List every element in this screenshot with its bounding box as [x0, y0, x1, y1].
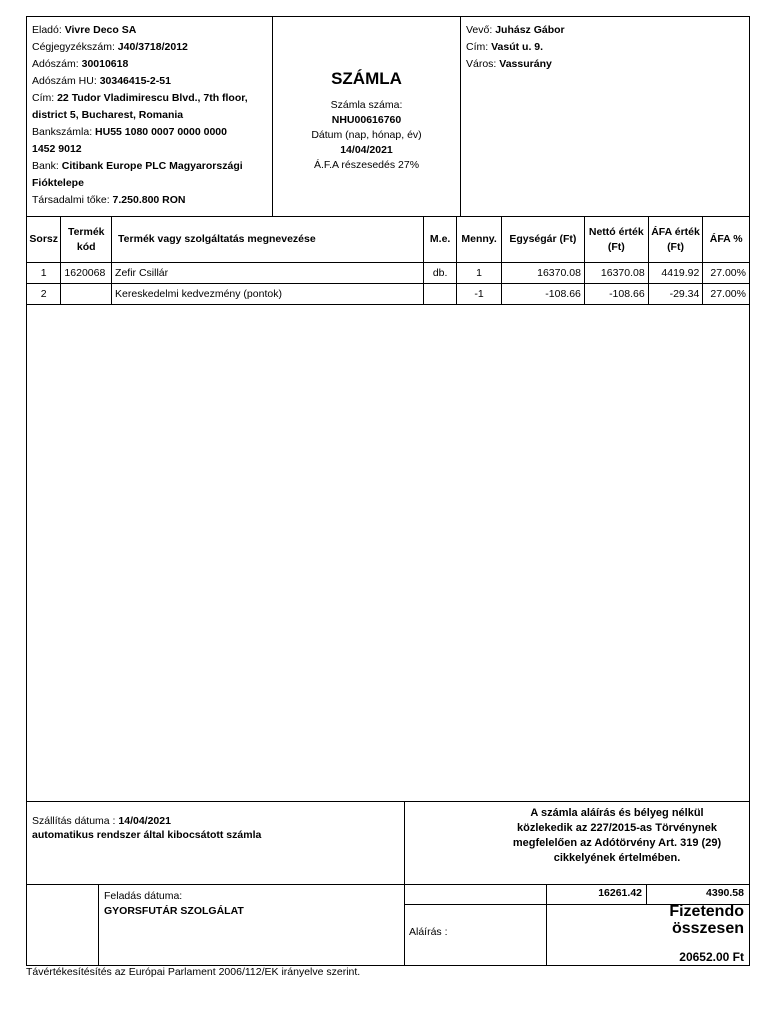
courier-name: GYORSFUTÁR SZOLGÁLAT [104, 905, 244, 917]
invoice-date: 14/04/2021 [340, 144, 393, 156]
col-header-unit-price: Egységár (Ft) [501, 217, 584, 263]
seller-tax: 30010618 [81, 58, 129, 70]
row-code [61, 284, 112, 305]
footer-courier-divider [98, 884, 99, 966]
row-quantity: 1 [457, 263, 502, 284]
invoice-date-label: Dátum (nap, hónap, év) [311, 129, 422, 141]
signature-divider [546, 904, 547, 966]
ship-date: 14/04/2021 [118, 815, 171, 827]
row-unit-price: 16370.08 [501, 263, 584, 284]
row-sorsz: 1 [27, 263, 61, 284]
seller-addr-line1: 22 Tudor Vladimirescu Blvd., 7th floor, [57, 92, 248, 104]
payable-block [548, 903, 744, 964]
legal-note-line2: közlekedik az 227/2015-as Törvénynek [517, 822, 717, 834]
seller-bank-acc-line1: HU55 1080 0007 0000 0000 [95, 126, 227, 138]
seller-reg-label: Cégjegyzékszám: [32, 41, 115, 53]
seller-tax-label: Adószám: [32, 58, 79, 70]
signature-label: Aláírás : [409, 926, 448, 938]
dispatch-date-label: Feladás dátuma: [104, 890, 183, 902]
row-sorsz: 2 [27, 284, 61, 305]
buyer-city-label: Város: [466, 58, 497, 70]
seller-bank-acc-line2: 1452 9012 [32, 143, 82, 155]
table-row [27, 263, 750, 284]
seller-bank-label: Bank: [32, 160, 59, 172]
row-unit: db. [423, 263, 456, 284]
seller-name: Vivre Deco SA [64, 24, 137, 36]
footer-top-line [26, 801, 750, 802]
table-row [27, 284, 750, 305]
shipping-block [32, 814, 402, 842]
row-vat-value: -29.34 [648, 284, 703, 305]
buyer-addr-label: Cím: [466, 41, 489, 53]
header-divider-right [460, 16, 461, 216]
auto-issued-note: automatikus rendszer által kibocsátott számla [32, 829, 262, 841]
seller-name-label: Eladó: [32, 24, 62, 36]
col-header-sorsz: Sorsz [27, 217, 61, 263]
invoice-number: NHU00616760 [331, 114, 402, 126]
legal-note-line4: cikkelyének értelmében. [553, 852, 681, 864]
total-net: 16261.42 [598, 887, 642, 899]
col-header-description: Termék vagy szolgáltatás megnevezése [112, 217, 424, 263]
table-header-row [27, 217, 750, 263]
seller-reg: J40/3718/2012 [117, 41, 188, 53]
row-description: Zefir Csillár [112, 263, 424, 284]
invoice-title: SZÁMLA [331, 69, 402, 88]
invoice-vat-share: Á.F.A részesedés 27% [313, 159, 420, 171]
buyer-city: Vassurány [499, 58, 552, 70]
legal-note-line1: A számla aláírás és bélyeg nélkül [530, 807, 704, 819]
col-header-code: Termék kód [61, 217, 112, 263]
row-code: 1620068 [61, 263, 112, 284]
totals-row-divider-mid [646, 884, 647, 904]
col-header-net: Nettó érték (Ft) [584, 217, 648, 263]
invoice-title-block [273, 66, 460, 173]
invoice-number-label: Számla száma: [330, 99, 403, 111]
row-unit-price: -108.66 [501, 284, 584, 305]
row-vat-pct: 27.00% [703, 263, 750, 284]
seller-block [32, 22, 270, 209]
buyer-block [466, 22, 746, 73]
buyer-name-label: Vevő: [466, 24, 493, 36]
seller-bank-acc-label: Bankszámla: [32, 126, 93, 138]
row-vat-value: 4419.92 [648, 263, 703, 284]
col-header-quantity: Menny. [457, 217, 502, 263]
row-vat-pct: 27.00% [703, 284, 750, 305]
footer-second-line [26, 884, 750, 885]
buyer-name: Juhász Gábor [495, 24, 565, 36]
total-vat: 4390.58 [706, 887, 744, 899]
seller-taxhu: 30346415-2-51 [99, 75, 171, 87]
payable-label-line2: összesen [671, 920, 744, 937]
row-unit [423, 284, 456, 305]
row-description: Kereskedelmi kedvezmény (pontok) [112, 284, 424, 305]
legal-note-line3: megfelelően az Adótörvény Art. 319 (29) [512, 837, 722, 849]
seller-addr-line2: district 5, Bucharest, Romania [32, 109, 184, 121]
row-net: 16370.08 [584, 263, 648, 284]
seller-bank-line1: Citibank Europe PLC Magyarországi [61, 160, 243, 172]
seller-capital: 7.250.800 RON [112, 194, 186, 206]
totals-row-divider-top [546, 884, 547, 904]
courier-block [104, 889, 402, 919]
bottom-note: Távértékesítésítés az Európai Parlament 2006/112/EK irányelve szerint. [26, 966, 361, 978]
row-net: -108.66 [584, 284, 648, 305]
col-header-unit: M.e. [423, 217, 456, 263]
payable-amount: 20652.00 Ft [679, 950, 744, 964]
buyer-addr: Vasút u. 9. [491, 41, 544, 53]
seller-taxhu-label: Adószám HU: [32, 75, 97, 87]
legal-note-block [486, 806, 748, 866]
col-header-vat-value: ÁFA érték (Ft) [648, 217, 703, 263]
seller-bank-line2: Fióktelepe [32, 177, 84, 189]
seller-addr-label: Cím: [32, 92, 55, 104]
seller-capital-label: Társadalmi tőke: [32, 194, 110, 206]
row-quantity: -1 [457, 284, 502, 305]
payable-label-line1: Fizetendo [669, 903, 744, 920]
col-header-vat-pct: ÁFA % [703, 217, 750, 263]
ship-date-label: Szállítás dátuma : [32, 815, 116, 827]
items-table [26, 216, 750, 305]
